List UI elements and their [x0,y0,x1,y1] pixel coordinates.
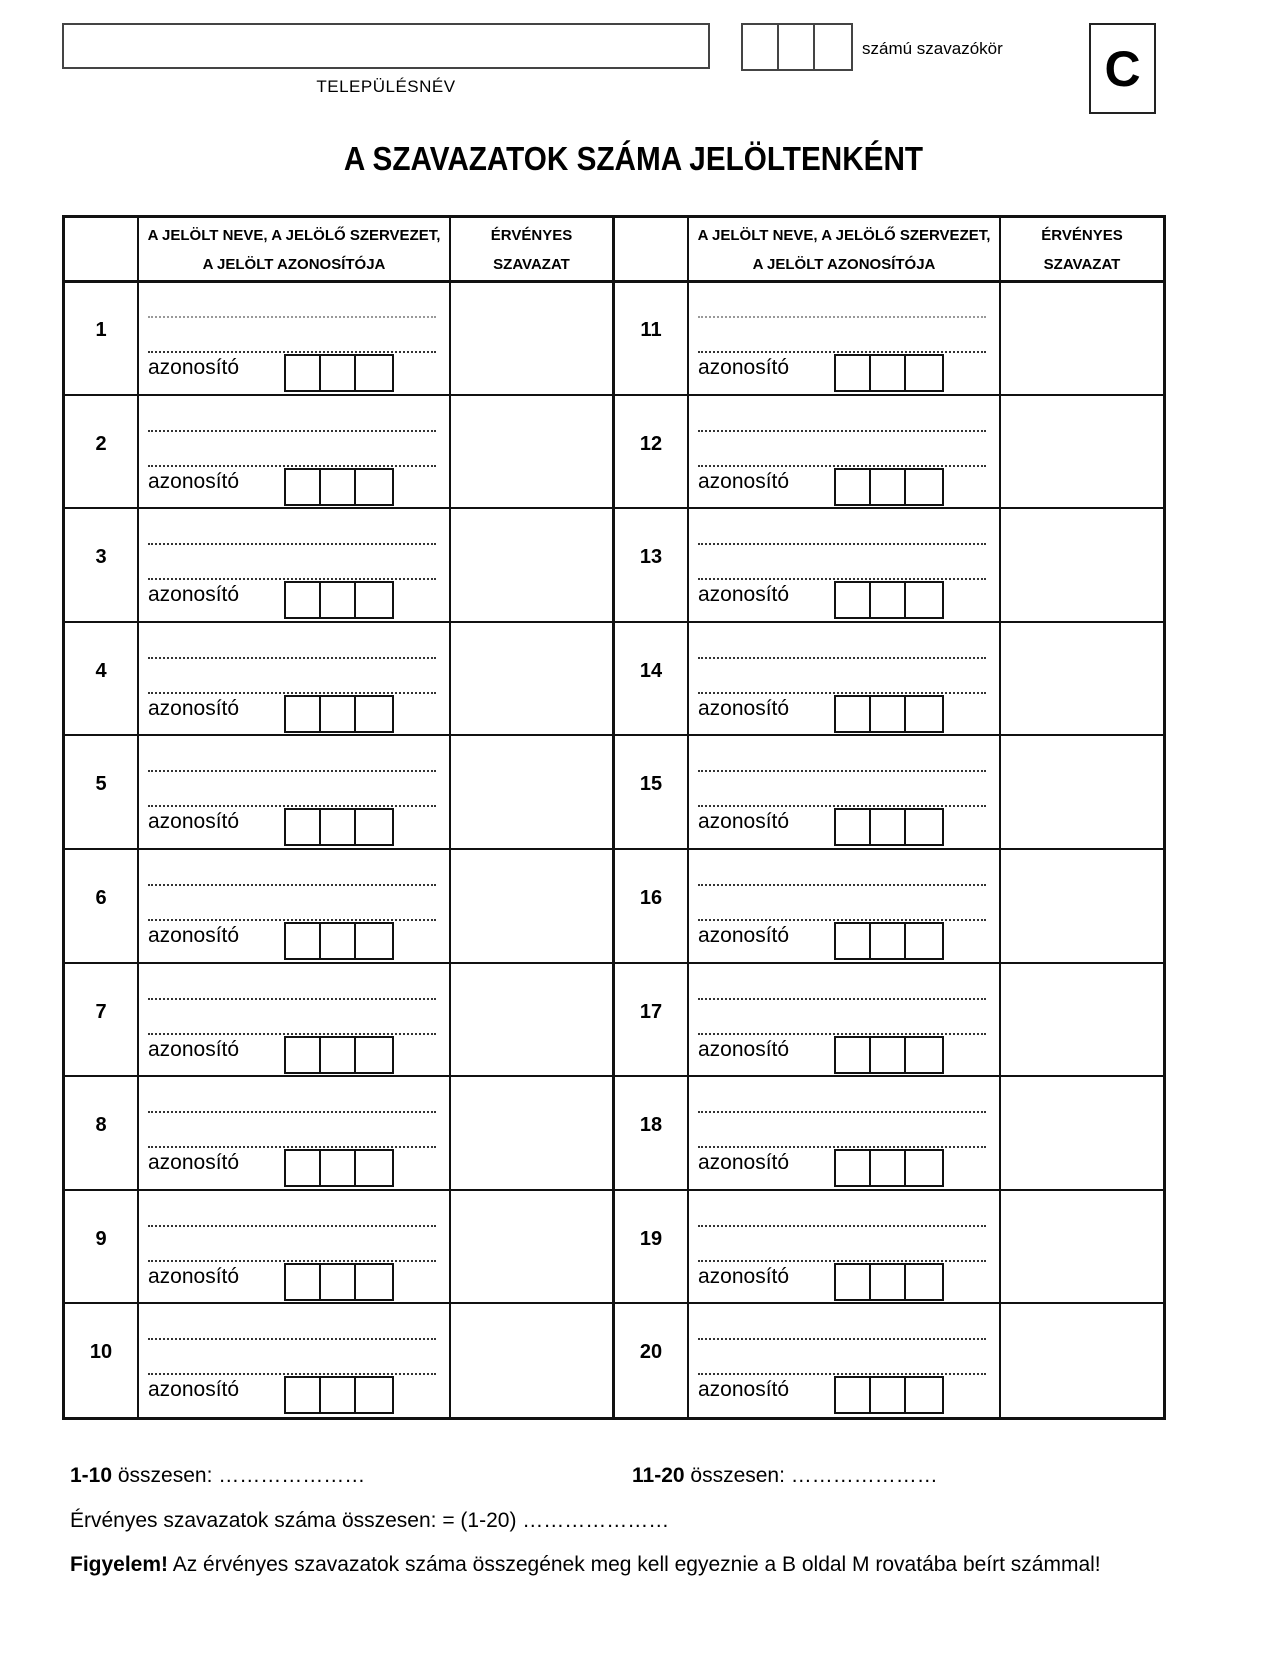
candidate-id-label: azonosító [698,1151,790,1175]
name-line-1[interactable] [698,657,986,659]
row-divider [65,1075,1163,1077]
valid-votes-cell[interactable] [1001,510,1163,620]
candidate-id-digit-box[interactable] [356,470,392,504]
candidate-id-digit-box[interactable] [871,470,906,504]
valid-votes-cell[interactable] [1001,1078,1163,1188]
valid-votes-cell[interactable] [451,1305,612,1415]
name-line-1[interactable] [698,543,986,545]
candidate-id-field[interactable] [834,922,944,960]
candidate-id-field[interactable] [284,1036,394,1074]
row-number: 6 [95,887,107,909]
name-line-2[interactable] [698,1146,986,1148]
header-candidate-left: A JELÖLT NEVE, A JELÖLŐ SZERVEZET, A JELÖLT AZONOSÍTÓJA [147,226,441,273]
sum-1-10: 1-10 összesen: ………………… [70,1464,366,1487]
row-divider [65,962,1163,964]
name-line-2[interactable] [148,1033,436,1035]
szavazokor-digit-box[interactable] [743,25,779,69]
candidate-id-label: azonosító [698,1264,790,1288]
telepulesnev-field[interactable] [62,23,710,69]
page-title: A SZAVAZATOK SZÁMA JELÖLTENKÉNT [343,140,924,177]
row-divider [65,621,1163,623]
candidate-id-field[interactable] [284,922,394,960]
valid-votes-cell[interactable] [451,1192,612,1302]
name-line-2[interactable] [148,1146,436,1148]
name-line-1[interactable] [148,998,436,1000]
candidate-id-digit-box[interactable] [871,924,906,958]
valid-votes-cell[interactable] [451,397,612,507]
candidate-id-field[interactable] [284,808,394,846]
name-line-2[interactable] [698,1033,986,1035]
szavazokor-label: számú szavazókör [862,39,1003,58]
candidate-id-field[interactable] [284,581,394,619]
candidate-id-digit-box[interactable] [321,697,356,731]
name-line-1[interactable] [698,884,986,886]
row-number: 18 [639,1114,663,1137]
row-divider [65,848,1163,850]
candidate-id-digit-box[interactable] [871,1151,906,1185]
row-number: 2 [95,432,107,455]
szavazokor-digit-box[interactable] [779,25,815,69]
name-line-1[interactable] [698,998,986,1000]
row-number: 20 [639,1341,663,1364]
name-line-2[interactable] [148,351,436,353]
candidate-votes-table [62,215,1166,1420]
candidate-id-digit-box[interactable] [286,470,321,504]
name-line-2[interactable] [148,465,436,467]
telepulesnev-label: TELEPÜLÉSNÉV [316,77,456,96]
candidate-id-digit-box[interactable] [906,470,942,504]
row-divider [65,734,1163,736]
candidate-id-label: azonosító [698,356,790,379]
candidate-id-digit-box[interactable] [321,583,356,617]
candidate-id-digit-box[interactable] [871,356,906,390]
candidate-id-digit-box[interactable] [286,1265,321,1299]
candidate-id-digit-box[interactable] [871,1038,906,1072]
row-divider [65,1302,1163,1304]
szavazokor-digit-box[interactable] [815,25,851,69]
candidate-id-label: azonosító [148,1378,240,1402]
candidate-id-digit-box[interactable] [906,810,942,844]
candidate-id-digit-box[interactable] [871,1378,906,1412]
name-line-2[interactable] [148,919,436,921]
candidate-id-digit-box[interactable] [356,1265,392,1299]
candidate-id-digit-box[interactable] [321,1038,356,1072]
candidate-id-field[interactable] [834,695,944,733]
warning-note: Figyelem! Az érvényes szavazatok száma összegének meg kell egyeznie a B oldal M rovatába beírt számmal! [70,1553,1101,1576]
name-line-2[interactable] [698,578,986,580]
candidate-id-digit-box[interactable] [321,1151,356,1185]
name-line-1[interactable] [148,1225,436,1227]
name-line-1[interactable] [698,1225,986,1227]
candidate-id-digit-box[interactable] [836,697,871,731]
valid-votes-cell[interactable] [451,965,612,1075]
valid-votes-cell[interactable] [451,283,612,393]
candidate-id-label: azonosító [148,924,240,947]
candidate-id-digit-box[interactable] [356,697,392,731]
candidate-id-label: azonosító [148,810,240,834]
candidate-id-field[interactable] [834,468,944,506]
name-line-2[interactable] [698,465,986,467]
name-line-2[interactable] [698,1260,986,1262]
candidate-id-digit-box[interactable] [286,810,321,844]
valid-votes-cell[interactable] [451,624,612,734]
candidate-id-digit-box[interactable] [286,356,321,390]
name-line-2[interactable] [148,1373,436,1375]
candidate-id-label: azonosító [698,1378,790,1402]
candidate-id-digit-box[interactable] [321,356,356,390]
candidate-id-digit-box[interactable] [906,1038,942,1072]
row-divider [65,507,1163,509]
name-line-2[interactable] [698,351,986,353]
column-divider [687,218,689,1417]
candidate-id-field[interactable] [284,1263,394,1301]
header-candidate-right: A JELÖLT NEVE, A JELÖLŐ SZERVEZET, A JELÖLT AZONOSÍTÓJA [697,226,991,273]
szavazokor-number-field[interactable] [741,23,853,71]
row-number: 19 [639,1227,663,1250]
column-divider [137,218,139,1417]
row-number: 13 [639,546,663,569]
candidate-id-digit-box[interactable] [321,810,356,844]
name-line-1[interactable] [148,770,436,772]
candidate-id-label: azonosító [148,583,240,607]
candidate-id-field[interactable] [284,468,394,506]
form-letter-badge: C [1089,23,1156,114]
candidate-id-digit-box[interactable] [356,924,392,958]
candidate-id-label: azonosító [148,1037,240,1061]
candidate-id-digit-box[interactable] [321,1265,356,1299]
sum-11-20: 11-20 összesen: ………………… [632,1464,938,1487]
candidate-id-digit-box[interactable] [906,924,942,958]
candidate-id-label: azonosító [698,583,790,607]
row-number: 7 [95,1000,107,1023]
candidate-id-digit-box[interactable] [321,470,356,504]
row-number: 5 [95,773,107,796]
valid-votes-cell[interactable] [1001,1192,1163,1302]
candidate-id-digit-box[interactable] [286,1378,321,1412]
candidate-id-digit-box[interactable] [836,356,871,390]
row-number: 4 [95,659,107,682]
candidate-id-field[interactable] [834,1376,944,1414]
candidate-id-field[interactable] [834,808,944,846]
candidate-id-digit-box[interactable] [836,470,871,504]
row-number: 10 [89,1341,113,1364]
name-line-1[interactable] [148,884,436,886]
candidate-id-digit-box[interactable] [836,1265,871,1299]
candidate-id-label: azonosító [698,810,790,834]
name-line-1[interactable] [698,770,986,772]
candidate-id-digit-box[interactable] [286,583,321,617]
name-line-1[interactable] [148,1111,436,1113]
name-line-2[interactable] [698,1373,986,1375]
candidate-id-field[interactable] [834,1036,944,1074]
candidate-id-label: azonosító [148,356,240,379]
candidate-id-field[interactable] [284,1376,394,1414]
row-number: 15 [639,773,663,796]
row-number: 11 [640,319,662,341]
candidate-id-digit-box[interactable] [836,924,871,958]
header-votes-right: ÉRVÉNYES SZAVAZAT [1041,226,1123,273]
name-line-1[interactable] [148,1338,436,1340]
candidate-id-digit-box[interactable] [286,697,321,731]
candidate-id-label: azonosító [148,696,240,720]
valid-votes-cell[interactable] [1001,965,1163,1075]
header-votes-left: ÉRVÉNYES SZAVAZAT [490,226,573,273]
candidate-id-digit-box[interactable] [356,1038,392,1072]
name-line-1[interactable] [698,1338,986,1340]
valid-votes-cell[interactable] [451,851,612,961]
candidate-id-digit-box[interactable] [871,697,906,731]
row-number: 8 [95,1114,107,1137]
row-number: 17 [639,1000,663,1023]
candidate-id-digit-box[interactable] [356,1378,392,1412]
name-line-2[interactable] [148,805,436,807]
candidate-id-label: azonosító [148,1151,240,1175]
valid-votes-cell[interactable] [451,737,612,847]
candidate-id-digit-box[interactable] [871,583,906,617]
name-line-2[interactable] [148,692,436,694]
candidate-id-digit-box[interactable] [906,1378,942,1412]
name-line-1[interactable] [148,316,436,318]
name-line-2[interactable] [148,1260,436,1262]
valid-votes-cell[interactable] [1001,283,1163,393]
candidate-id-label: azonosító [698,1037,790,1061]
candidate-id-label: azonosító [148,469,240,493]
candidate-id-label: azonosító [698,924,790,947]
candidate-id-digit-box[interactable] [906,356,942,390]
candidate-id-digit-box[interactable] [356,583,392,617]
row-number: 9 [95,1227,107,1250]
candidate-id-field[interactable] [834,581,944,619]
candidate-id-label: azonosító [698,696,790,720]
candidate-id-digit-box[interactable] [836,583,871,617]
candidate-id-digit-box[interactable] [356,1151,392,1185]
name-line-2[interactable] [698,805,986,807]
candidate-id-digit-box[interactable] [836,1378,871,1412]
candidate-id-digit-box[interactable] [286,1151,321,1185]
name-line-1[interactable] [148,657,436,659]
candidate-id-digit-box[interactable] [871,1265,906,1299]
candidate-id-field[interactable] [834,1263,944,1301]
row-divider [65,280,1163,283]
candidate-id-digit-box[interactable] [286,1038,321,1072]
candidate-id-digit-box[interactable] [906,1151,942,1185]
candidate-id-digit-box[interactable] [871,810,906,844]
row-number: 14 [639,659,663,682]
total-valid-votes: Érvényes szavazatok száma összesen: = (1-20) ………………… [70,1509,670,1532]
row-divider [65,394,1163,396]
valid-votes-cell[interactable] [451,1078,612,1188]
candidate-id-field[interactable] [284,1149,394,1187]
row-number: 16 [639,887,663,909]
row-number: 1 [95,319,107,341]
name-line-1[interactable] [698,1111,986,1113]
name-line-1[interactable] [698,316,986,318]
name-line-2[interactable] [698,919,986,921]
valid-votes-cell[interactable] [1001,624,1163,734]
name-line-2[interactable] [148,578,436,580]
valid-votes-cell[interactable] [1001,397,1163,507]
candidate-id-digit-box[interactable] [321,1378,356,1412]
row-number: 3 [95,546,107,569]
candidate-id-field[interactable] [834,1149,944,1187]
valid-votes-cell[interactable] [1001,737,1163,847]
candidate-id-field[interactable] [284,354,394,392]
candidate-id-label: azonosító [698,469,790,493]
name-line-1[interactable] [698,430,986,432]
row-divider [65,1189,1163,1191]
candidate-id-digit-box[interactable] [356,810,392,844]
candidate-id-field[interactable] [284,695,394,733]
candidate-id-field[interactable] [834,354,944,392]
candidate-id-digit-box[interactable] [836,810,871,844]
name-line-2[interactable] [698,692,986,694]
candidate-id-digit-box[interactable] [906,1265,942,1299]
candidate-id-digit-box[interactable] [321,924,356,958]
name-line-1[interactable] [148,543,436,545]
valid-votes-cell[interactable] [1001,851,1163,961]
candidate-id-digit-box[interactable] [836,1151,871,1185]
candidate-id-digit-box[interactable] [356,356,392,390]
candidate-id-digit-box[interactable] [906,583,942,617]
name-line-1[interactable] [148,430,436,432]
candidate-id-digit-box[interactable] [286,924,321,958]
valid-votes-cell[interactable] [1001,1305,1163,1415]
row-number: 12 [639,432,663,455]
candidate-id-digit-box[interactable] [836,1038,871,1072]
candidate-id-digit-box[interactable] [906,697,942,731]
candidate-id-label: azonosító [148,1264,240,1288]
valid-votes-cell[interactable] [451,510,612,620]
